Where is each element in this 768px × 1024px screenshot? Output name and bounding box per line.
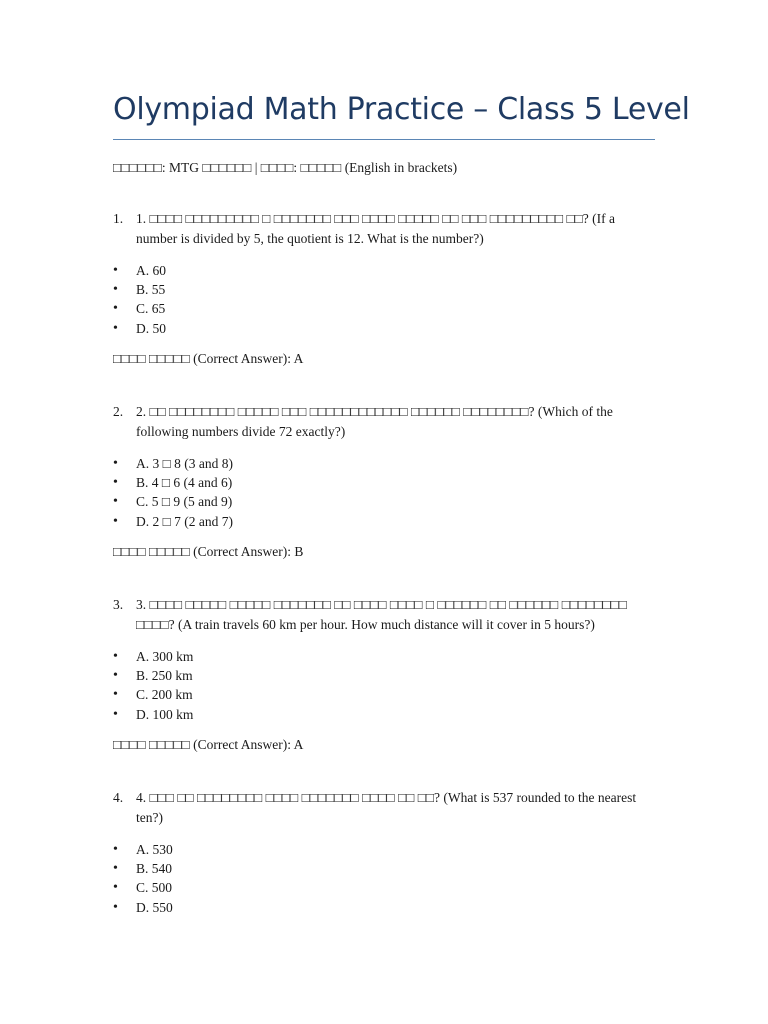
option-label: D. 100 km [136, 706, 194, 722]
option-item [113, 299, 166, 318]
option-item [113, 647, 193, 666]
option-label: C. 5 □ 9 (5 and 9) [136, 494, 233, 510]
option-item [113, 840, 173, 859]
option-label: D. 50 [136, 320, 166, 336]
option-label: D. 2 □ 7 (2 and 7) [136, 513, 234, 529]
option-label: A. 300 km [136, 649, 194, 664]
bullet-icon: • [113, 301, 118, 317]
option-item [113, 878, 173, 897]
option-item [113, 319, 166, 338]
option-item [113, 859, 173, 878]
question-3 [113, 595, 658, 635]
option-item [113, 492, 233, 511]
options-list-2 [113, 454, 233, 531]
option-label: B. 540 [136, 861, 173, 877]
question-list-number: 2. [113, 404, 124, 419]
options-list-3 [113, 647, 193, 724]
bullet-icon: • [113, 513, 118, 529]
option-label: D. 550 [136, 899, 173, 915]
question-2 [113, 402, 658, 442]
option-item [113, 454, 233, 473]
question-4 [113, 788, 658, 828]
option-item [113, 473, 233, 492]
option-item [113, 705, 193, 724]
bullet-icon: • [113, 649, 118, 664]
page-title: Olympiad Math Practice – Class 5 Level [113, 92, 690, 127]
question-text: 2. □□ □□□□□□□□ □□□□□ □□□ □□□□□□□□□□□□ □□□□□□ □□□□□□□□? (Which of the following numbers divide 72 exactly?) [136, 404, 613, 439]
option-item [113, 685, 193, 704]
bullet-icon: • [113, 861, 118, 877]
bullet-icon: • [113, 282, 118, 298]
option-item [113, 261, 166, 280]
option-label: C. 65 [136, 301, 166, 317]
bullet-icon: • [113, 880, 118, 896]
question-list-number: 4. [113, 790, 124, 805]
option-label: C. 200 km [136, 687, 193, 703]
bullet-icon: • [113, 687, 118, 703]
bullet-icon: • [113, 706, 118, 722]
bullet-icon: • [113, 456, 118, 471]
options-list-1 [113, 261, 166, 338]
bullet-icon: • [113, 842, 118, 857]
source-line: □□□□□□: MTG □□□□□□ | □□□□: □□□□□ (English in brackets) [113, 160, 458, 175]
correct-answer-2: □□□□ □□□□□ (Correct Answer): B [113, 544, 304, 559]
title-underline [113, 139, 655, 140]
option-label: C. 500 [136, 880, 173, 896]
bullet-icon: • [113, 668, 118, 684]
bullet-icon: • [113, 475, 118, 491]
correct-answer-1: □□□□ □□□□□ (Correct Answer): A [113, 351, 304, 366]
option-label: B. 250 km [136, 668, 193, 684]
bullet-icon: • [113, 263, 118, 278]
question-text: 3. □□□□ □□□□□ □□□□□ □□□□□□□ □□ □□□□ □□□□ □ □□□□□□ □□ □□□□□□ □□□□□□□□ □□□□? (A train travels 60 km per hour. How much distance will it cover in 5 hours?) [136, 597, 627, 632]
question-text: 1. □□□□ □□□□□□□□□ □ □□□□□□□ □□□ □□□□ □□□□□ □□ □□□ □□□□□□□□□ □□? (If a number is divided by 5, the quotient is 12. What is the number?) [136, 211, 616, 246]
option-item [113, 666, 193, 685]
bullet-icon: • [113, 494, 118, 510]
option-label: A. 530 [136, 842, 173, 857]
bullet-icon: • [113, 320, 118, 336]
bullet-icon: • [113, 899, 118, 915]
correct-answer-3: □□□□ □□□□□ (Correct Answer): A [113, 737, 304, 752]
option-label: A. 60 [136, 263, 166, 278]
option-item [113, 898, 173, 917]
option-label: B. 4 □ 6 (4 and 6) [136, 475, 233, 491]
option-label: B. 55 [136, 282, 166, 298]
question-text: 4. □□□ □□ □□□□□□□□ □□□□ □□□□□□□ □□□□ □□ □□? (What is 537 rounded to the nearest ten?) [136, 790, 637, 825]
question-1 [113, 209, 658, 249]
question-list-number: 1. [113, 211, 124, 226]
option-item [113, 512, 233, 531]
option-item [113, 280, 166, 299]
option-label: A. 3 □ 8 (3 and 8) [136, 456, 234, 471]
options-list-4 [113, 840, 173, 917]
question-list-number: 3. [113, 597, 124, 612]
